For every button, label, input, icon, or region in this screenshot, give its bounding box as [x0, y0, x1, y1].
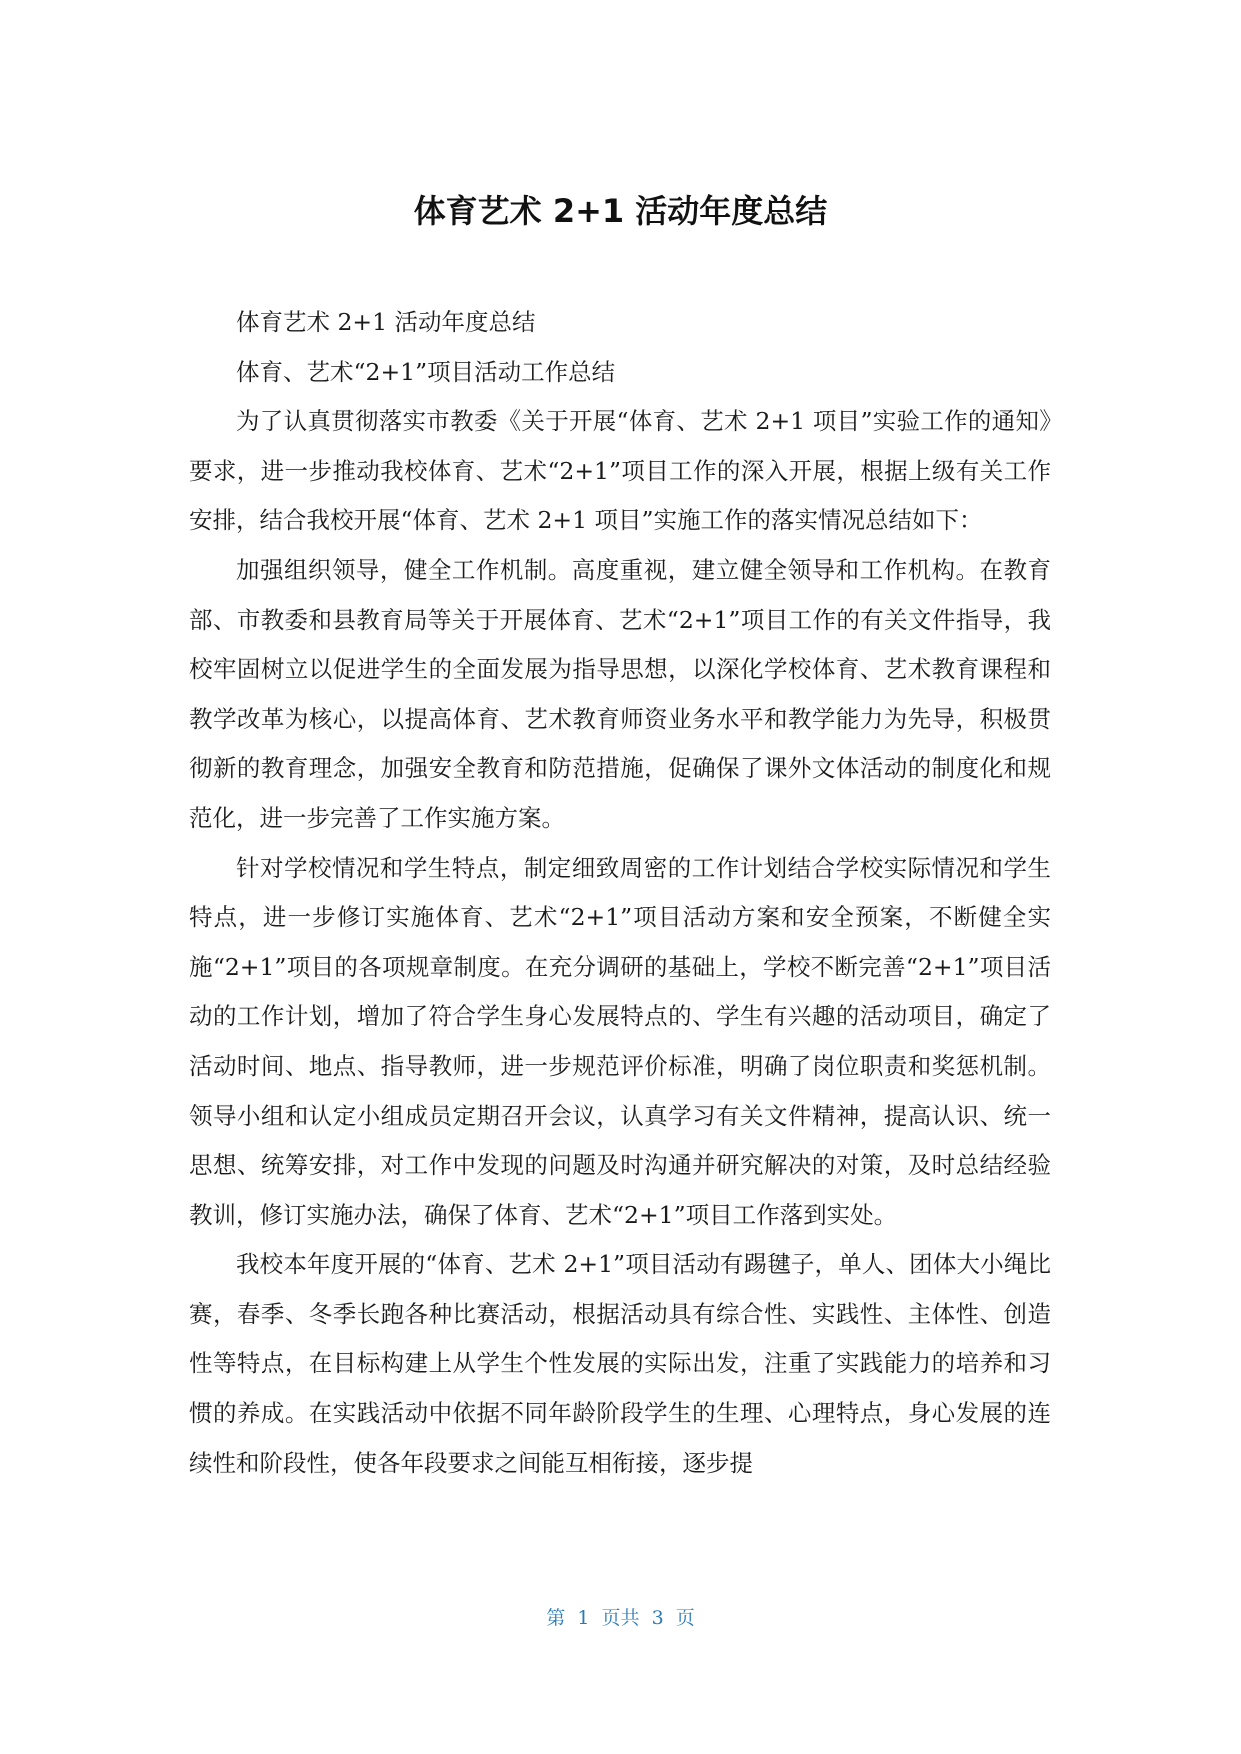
- paragraph-work-plan: 针对学校情况和学生特点，制定细致周密的工作计划结合学校实际情况和学生特点，进一步修订实施体育、艺术“2+1”项目活动方案和安全预案，不断健全实施“2+1”项目的各项规章制度。在充分调研的基础上，学校不断完善“2+1”项目活动的工作计划，增加了符合学生身心发展特点的、学生有兴趣的活动项目，确定了活动时间、地点、指导教师，进一步规范评价标准，明确了岗位职责和奖惩机制。领导小组和认定小组成员定期召开会议，认真学习有关文件精神，提高认识、统一思想、统筹安排，对工作中发现的问题及时沟通并研究解决的对策，及时总结经验教训，修订实施办法，确保了体育、艺术“2+1”项目工作落到实处。: [189, 853, 1051, 1229]
- paragraph-section-heading: 体育、艺术“2+1”项目活动工作总结: [236, 357, 616, 386]
- paragraph-organization: 加强组织领导，健全工作机制。高度重视，建立健全领导和工作机构。在教育部、市教委和县教育局等关于开展体育、艺术“2+1”项目工作的有关文件指导，我校牢固树立以促进学生的全面发展为指导思想，以深化学校体育、艺术教育课程和教学改革为核心，以提高体育、艺术教育师资业务水平和教学能力为先导，积极贯彻新的教育理念，加强安全教育和防范措施，促确保了课外文体活动的制度化和规范化，进一步完善了工作实施方案。: [189, 555, 1051, 832]
- page-number-footer: 第 1 页共 3 页: [546, 1607, 695, 1629]
- document-body: [189, 298, 1051, 1488]
- paragraph-intro: 为了认真贯彻落实市教委《关于开展“体育、艺术 2+1 项目”实验工作的通知》要求，进一步推动我校体育、艺术“2+1”项目工作的深入开展，根据上级有关工作安排，结合我校开展“体育、艺术 2+1 项目”实施工作的落实情况总结如下：: [189, 407, 1051, 535]
- paragraph-subtitle: 体育艺术 2+1 活动年度总结: [236, 308, 536, 336]
- document-title: 体育艺术 2+1 活动年度总结: [413, 192, 828, 230]
- paragraph-activities: 我校本年度开展的“体育、艺术 2+1”项目活动有踢毽子，单人、团体大小绳比赛，春季、冬季长跑各种比赛活动，根据活动具有综合性、实践性、主体性、创造性等特点，在目标构建上从学生个性发展的实际出发，注重了实践能力的培养和习惯的养成。在实践活动中依据不同年龄阶段学生的生理、心理特点，身心发展的连续性和阶段性，使各年段要求之间能互相衔接，逐步提: [189, 1250, 1051, 1477]
